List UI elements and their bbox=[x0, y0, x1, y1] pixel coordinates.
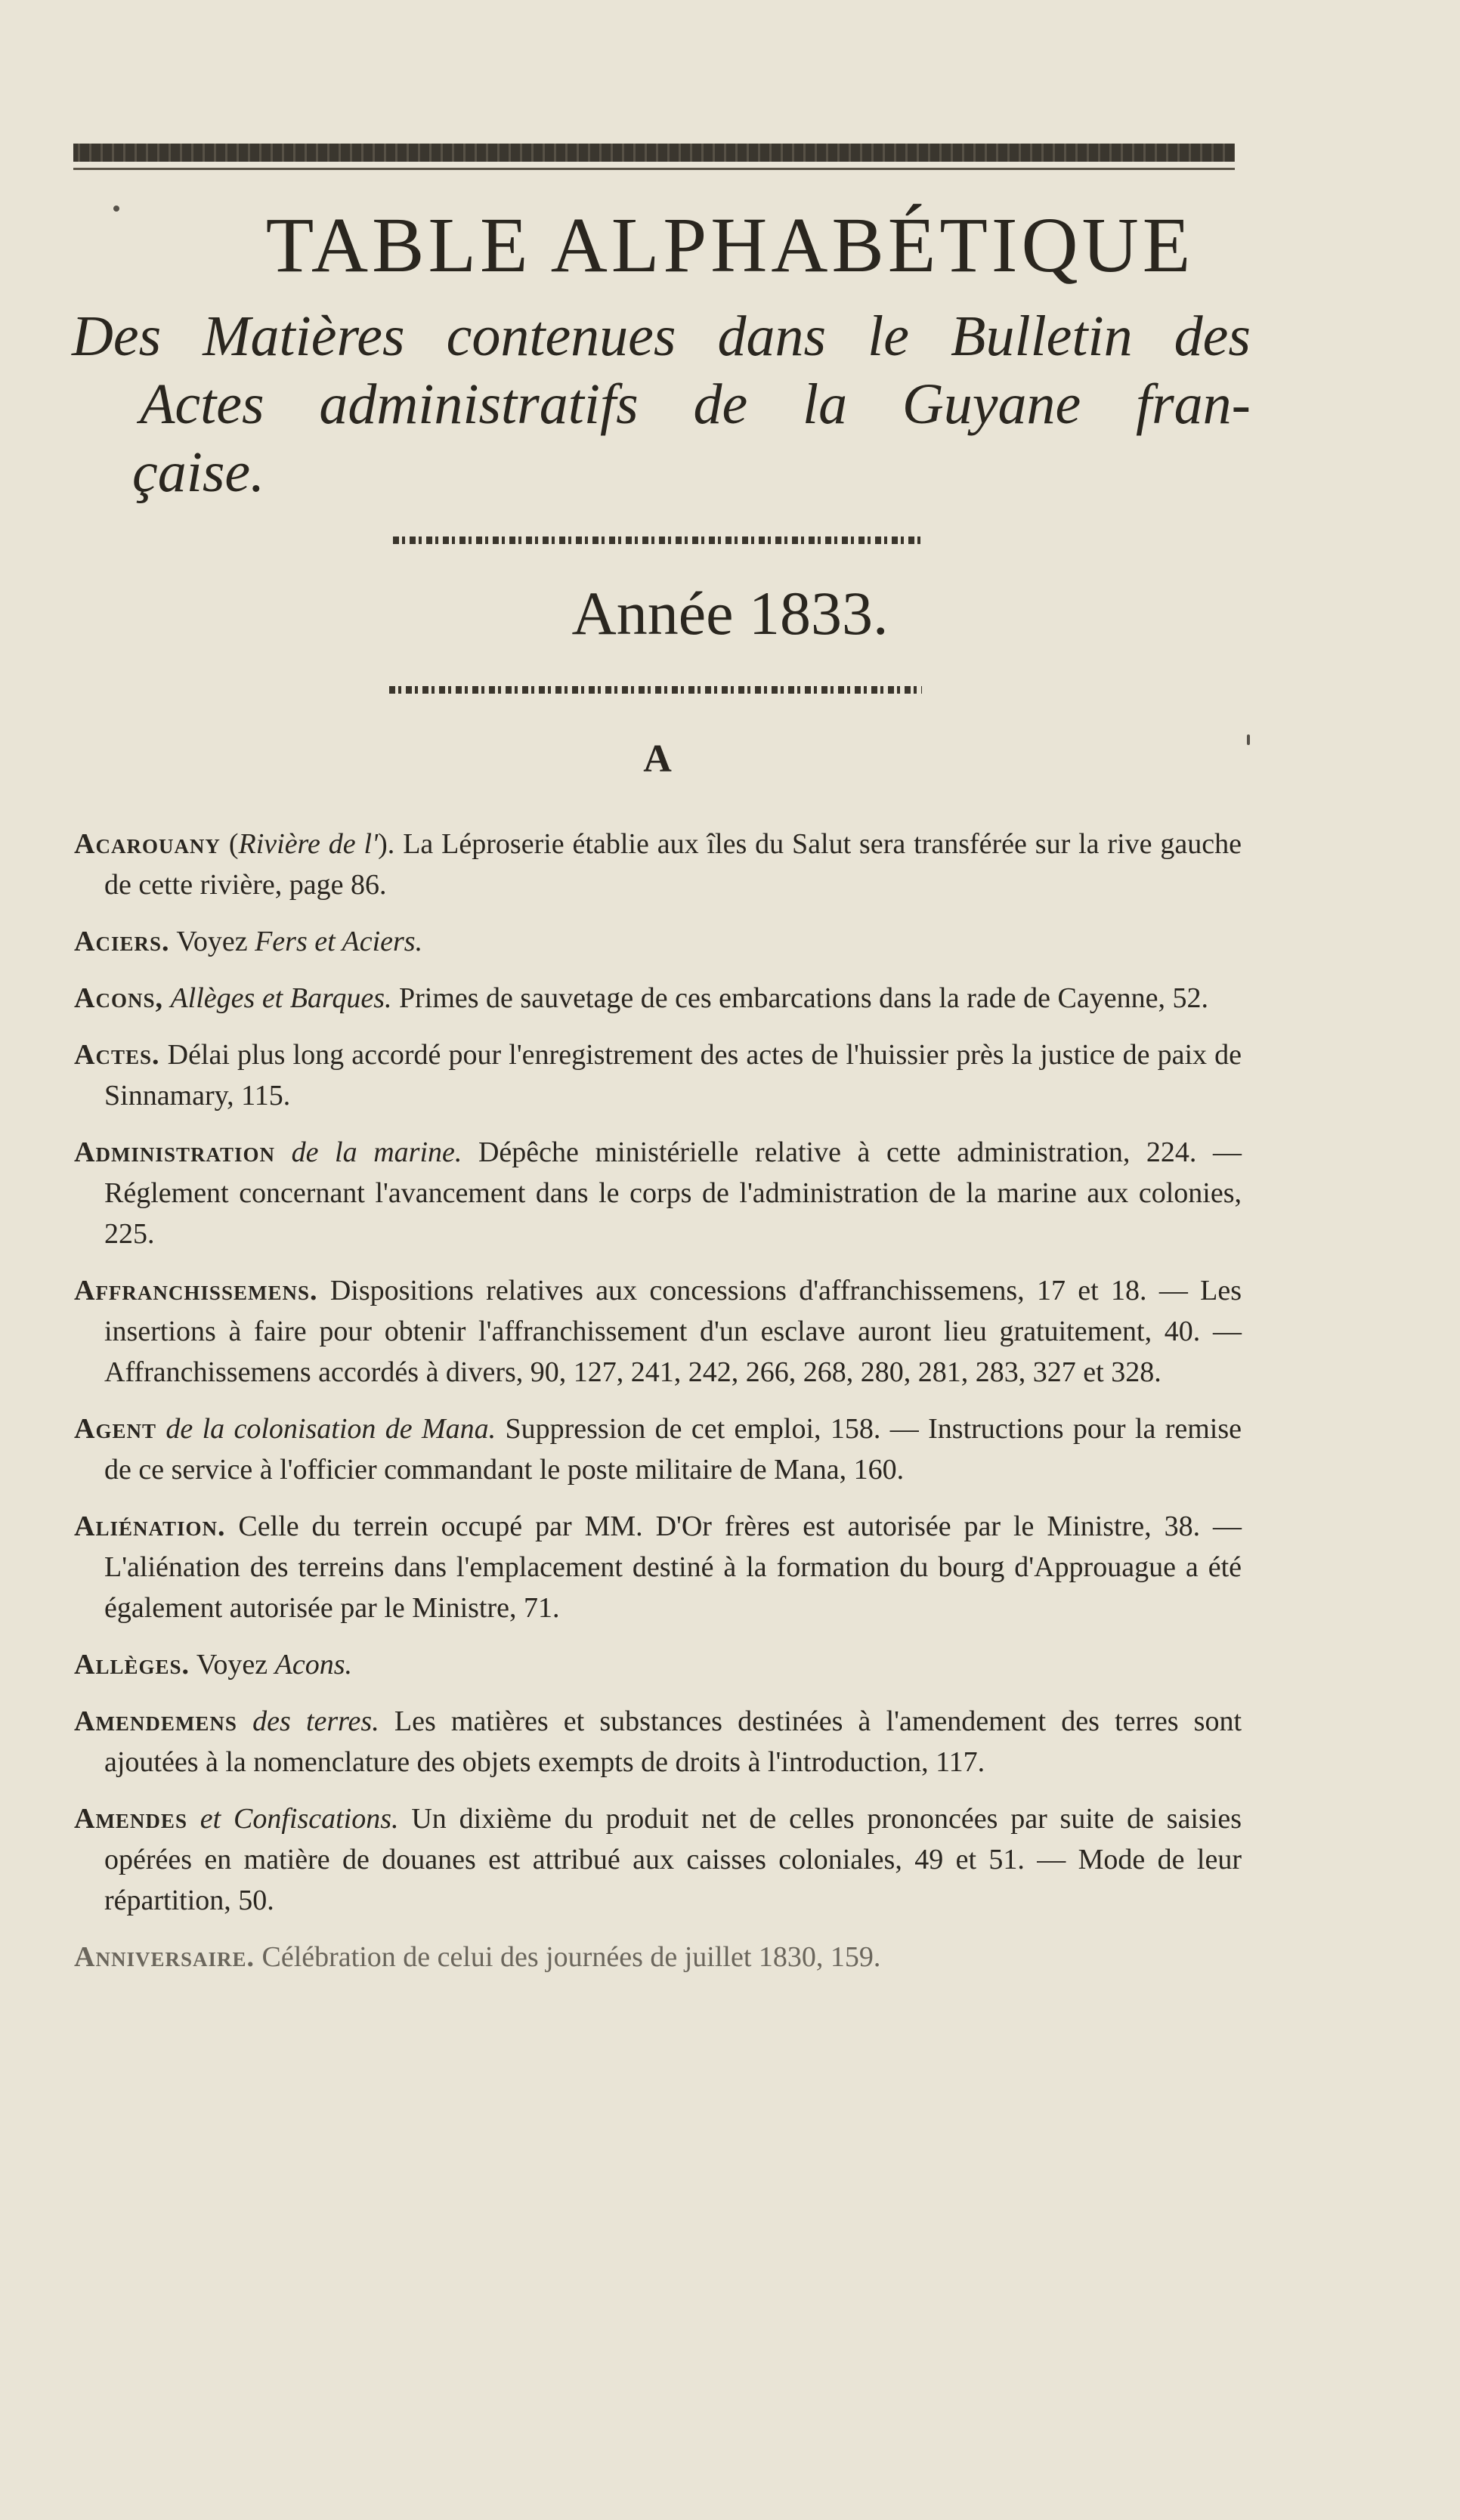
entry-keyword: Aciers. bbox=[74, 926, 170, 957]
entry-text: Voyez bbox=[196, 1649, 275, 1681]
entry-italic: Fers et Aciers. bbox=[255, 926, 423, 957]
entry-italic: et Confiscations. bbox=[200, 1803, 399, 1835]
entry-text: Dépêche ministérielle relative à cette administration, 224. — Réglement concernant l'avancement dans le corps de l'administration de la marine aux colonies, 225. bbox=[104, 1136, 1242, 1250]
entry-keyword: Allèges. bbox=[74, 1649, 190, 1681]
index-entry bbox=[74, 1034, 1242, 1116]
subtitle-line: Des Matières contenues dans le Bulletin des bbox=[72, 305, 1251, 368]
entry-keyword: Amendes bbox=[74, 1803, 187, 1835]
year-heading: Année 1833. bbox=[571, 579, 889, 648]
ornamental-divider bbox=[393, 536, 922, 544]
entry-italic: Allèges et Barques. bbox=[170, 982, 392, 1014]
entry-keyword: Actes. bbox=[74, 1039, 160, 1071]
entry-keyword: Amendemens bbox=[74, 1705, 237, 1737]
index-entry bbox=[74, 978, 1242, 1019]
entry-italic: de la marine. bbox=[291, 1136, 462, 1168]
entry-text: Délai plus long accordé pour l'enregistrement des actes de l'huissier près la justice de paix de Sinnamary, 115. bbox=[104, 1039, 1242, 1112]
header-thin-rule bbox=[73, 168, 1235, 170]
entry-keyword: Acarouany bbox=[74, 828, 221, 860]
entry-text: Dispositions relatives aux concessions d'affranchissemens, 17 et 18. — Les insertions à faire pour obtenir l'affranchissement d'un esclave auront lieu gratuitement, 40. — Affranchissemens accordés à divers, 90, 127, 241, 242, 266, 268, 280, 281, 283, 327 et 328. bbox=[104, 1275, 1242, 1388]
index-entry bbox=[74, 1644, 1242, 1685]
entry-text: Celle du terrein occupé par MM. D'Or frères est autorisée par le Ministre, 38. — L'aliénation des terreins dans l'emplacement destiné à la formation du bourg d'Approuague a été également autorisée par le Ministre, 71. bbox=[104, 1510, 1242, 1624]
entry-text: ( bbox=[228, 828, 239, 860]
entry-text: Voyez bbox=[176, 926, 255, 957]
index-entry bbox=[74, 1701, 1242, 1783]
index-entries bbox=[74, 824, 1242, 1993]
index-entry bbox=[74, 824, 1242, 905]
subtitle-line: çaise. bbox=[132, 441, 265, 504]
entry-keyword: Agent bbox=[74, 1413, 156, 1445]
index-entry bbox=[74, 1506, 1242, 1628]
entry-italic: Acons. bbox=[274, 1649, 352, 1681]
entry-keyword: Aliénation. bbox=[74, 1510, 226, 1542]
entry-keyword: Anniversaire. bbox=[74, 1941, 255, 1973]
ornamental-divider bbox=[389, 686, 922, 694]
entry-text: Célébration de celui des journées de juillet 1830, 159. bbox=[261, 1941, 881, 1973]
subtitle-line: Actes administratifs de la Guyane fran- bbox=[140, 373, 1251, 436]
index-entry bbox=[74, 1132, 1242, 1254]
index-entry bbox=[74, 1270, 1242, 1393]
entry-italic: de la colonisation de Mana. bbox=[165, 1413, 496, 1445]
entry-text: Primes de sauvetage de ces embarcations dans la rade de Cayenne, 52. bbox=[391, 982, 1208, 1014]
entry-text: Un dixième du produit net de celles prononcées par suite de saisies opérées en matière de douanes est attribué aux caisses coloniales, 49 et 51. — Mode de leur répartition, 50. bbox=[104, 1803, 1242, 1916]
entry-text: Suppression de cet emploi, 158. — Instructions pour la remise de ce service à l'officier commandant le poste militaire de Mana, 160. bbox=[104, 1413, 1242, 1486]
entry-keyword: Acons, bbox=[74, 982, 163, 1014]
entry-italic: Rivière de l' bbox=[238, 828, 379, 860]
entry-text: ). La Léproserie établie aux îles du Salut sera transférée sur la rive gauche de cette rivière, page 86. bbox=[104, 828, 1242, 901]
index-entry bbox=[74, 1408, 1242, 1490]
page-subtitle bbox=[72, 302, 1251, 506]
index-entry bbox=[74, 1937, 1242, 1977]
entry-italic: des terres. bbox=[252, 1705, 379, 1737]
page-title: TABLE ALPHABÉTIQUE bbox=[265, 202, 1195, 289]
section-letter: A bbox=[643, 737, 672, 781]
entry-keyword: Administration bbox=[74, 1136, 275, 1168]
header-thick-rule bbox=[73, 144, 1235, 162]
entry-text: Les matières et substances destinées à l'amendement des terres sont ajoutées à la nomenclature des objets exempts de droits à l'introduction, 117. bbox=[104, 1705, 1242, 1778]
entry-keyword: Affranchissemens. bbox=[74, 1275, 318, 1306]
index-entry bbox=[74, 921, 1242, 962]
index-entry bbox=[74, 1798, 1242, 1921]
